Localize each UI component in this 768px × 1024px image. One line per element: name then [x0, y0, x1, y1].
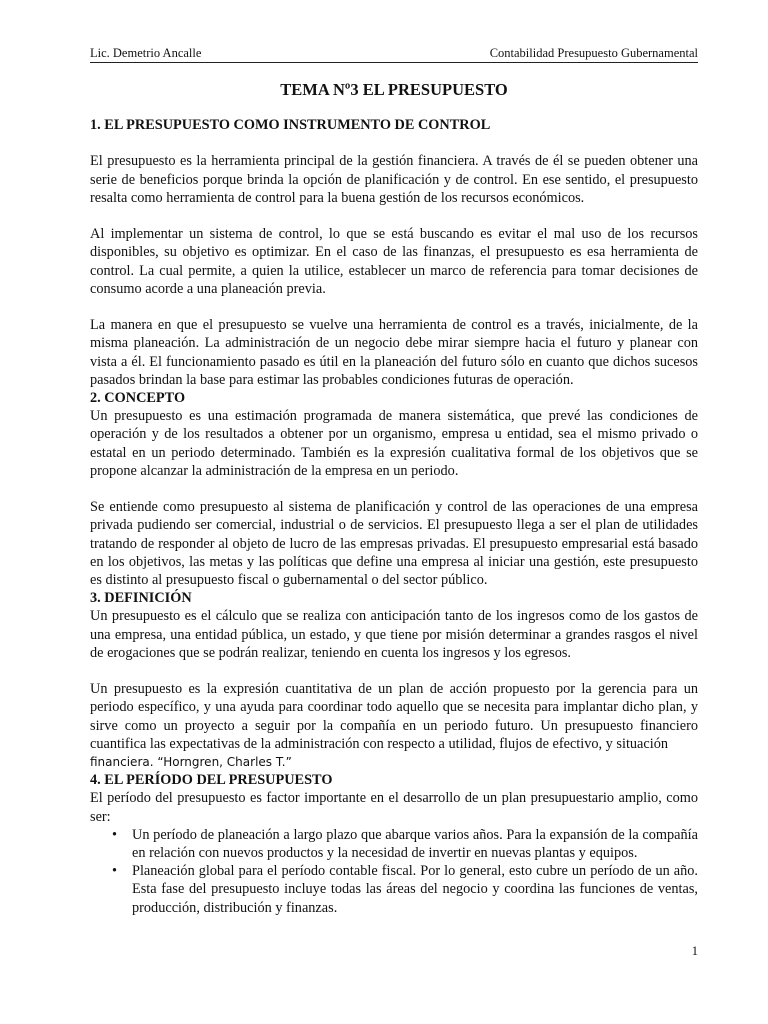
- list-item: • Un período de planeación a largo plazo que abarque varios años. Para la expansión de la compañía en relación con nuevos productos y la necesidad de invertir en nuevas plantas y equipos.: [116, 826, 698, 862]
- page-number: 1: [691, 944, 698, 958]
- section-3-paragraph-2: [90, 680, 698, 771]
- section-3-paragraph-1: Un presupuesto es el cálculo que se realiza con anticipación tanto de los ingresos como de los gastos de una empresa, una entidad pública, un estado, y que tiene por misión determinar a grandes rasgos el nivel de erogaciones que se podrán realizar, teniendo en cuenta los ingresos y los egresos.: [90, 608, 698, 661]
- section-2-heading: 2. CONCEPTO: [90, 390, 186, 406]
- list-item: • Planeación global para el período contable fiscal. Por lo general, esto cubre un período de un año. Esta fase del presupuesto incluye todas las áreas del negocio y coordina las funciones de ventas, producción, distribución y finanzas.: [116, 862, 698, 917]
- section-1-paragraph-1: El presupuesto es la herramienta principal de la gestión financiera. A través de él se pueden obtener una serie de beneficios porque brinda la opción de planificación y de control. En ese sentido, el presupuesto resalta como herramienta de control para la buena gestión de los recursos económicos.: [90, 153, 698, 206]
- period-list: [90, 826, 698, 917]
- page-header: [90, 46, 698, 63]
- section-3-heading: 3. DEFINICIÓN: [90, 590, 192, 607]
- section-4-heading: 4. EL PERÍODO DEL PRESUPUESTO: [90, 772, 333, 789]
- document-body: [90, 116, 698, 917]
- header-course: Contabilidad Presupuesto Gubernamental: [489, 46, 698, 60]
- section-1-heading: 1. EL PRESUPUESTO COMO INSTRUMENTO DE CONTROL: [90, 117, 491, 133]
- section-3-paragraph-2-text: Un presupuesto es la expresión cuantitativa de un plan de acción propuesto por la gerencia para un periodo específico, y una ayuda para coordinar todo aquello que se necesita para implantar dicho plan, y sirve como un proyecto a seguir por la compañía en un periodo futuro. Un presupuesto financiero cuantifica las expectativas de la administración con respecto a utilidad, flujos de efectivo, y situación: [90, 681, 698, 752]
- section-2-paragraph-1: Un presupuesto es una estimación programada de manera sistemática, que prevé las condiciones de operación y de los resultados a obtener por un organismo, empresa u entidad, sea el mismo privado o estatal en un periodo determinado. También es la expresión cualitativa formal de los objetivos que se propone alcanzar la administración de la empresa en un periodo.: [90, 408, 698, 479]
- citation-text: financiera. “Horngren, Charles T.”: [90, 755, 292, 770]
- header-author: Lic. Demetrio Ancalle: [90, 46, 202, 60]
- page-title: TEMA Nº3 EL PRESUPUESTO: [280, 80, 508, 99]
- section-4-paragraph-1: El período del presupuesto es factor importante en el desarrollo de un plan presupuestario amplio, como ser:: [90, 790, 698, 825]
- section-2-paragraph-2: Se entiende como presupuesto al sistema de planificación y control de las operaciones de una empresa privada pudiendo ser comercial, industrial o de servicios. El presupuesto llega a ser el plan de utilidades tratando de responder al objeto de lucro de las empresas privadas. El presupuesto empresarial está basado en los objetivos, las metas y las políticas que define una empresa al iniciar una gestión, este presupuesto es distinto al presupuesto fiscal o gubernamental o del sector público.: [90, 499, 698, 589]
- section-1-paragraph-2: Al implementar un sistema de control, lo que se está buscando es evitar el mal uso de los recursos disponibles, su objetivo es optimizar. En el caso de las finanzas, el presupuesto es esa herramienta de control. La cual permite, a quien la utilice, establecer un marco de referencia para tomar decisiones de consumo acorde a una planeación previa.: [90, 226, 698, 297]
- section-1-paragraph-3: La manera en que el presupuesto se vuelve una herramienta de control es a través, inicialmente, de la misma planeación. La administración de un negocio debe mirar siempre hacia el futuro y planear con vista a él. El funcionamiento pasado es útil en la planeación del futuro sólo en cuanto que dichos sucesos pasados brindan la base para estimar las probables condiciones futuras de operación.: [90, 317, 698, 388]
